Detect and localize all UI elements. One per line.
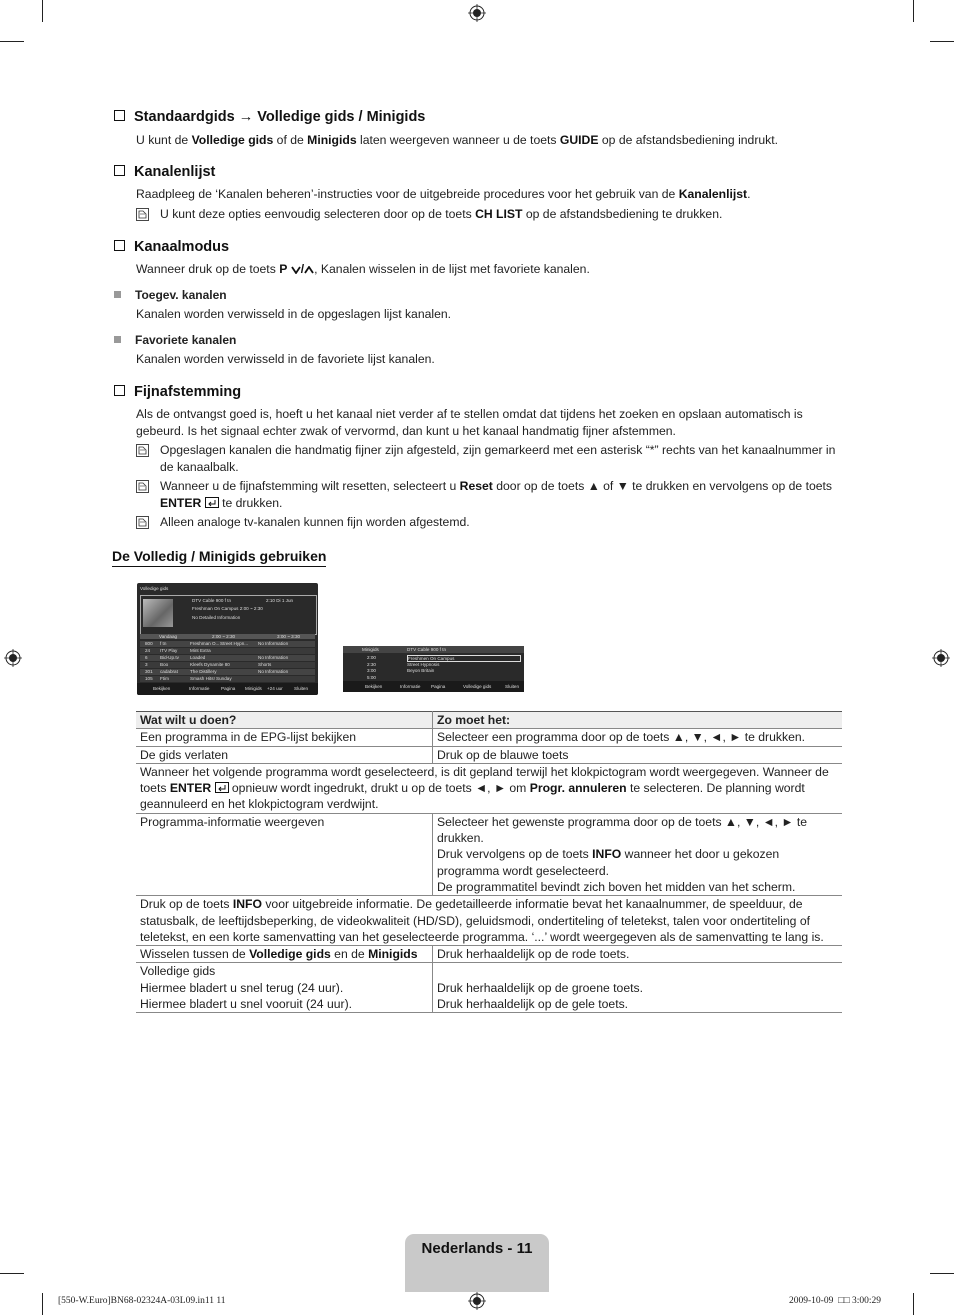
note-icon	[136, 444, 149, 457]
checkbox-bullet-icon	[114, 110, 125, 121]
heading-kanaalmodus: Kanaalmodus	[114, 239, 229, 255]
full-guide-title: Volledige gids	[140, 586, 169, 591]
note-icon	[136, 480, 149, 493]
table-row: Een programma in de EPG-lijst bekijken Selecteer een programma door op de toets ▲, ▼, ◄, ► te drukken.	[136, 729, 842, 746]
registration-mark-icon	[932, 649, 950, 667]
full-guide-cell: 800	[145, 641, 153, 646]
paragraph-kanalenlijst: Raadpleeg de ‘Kanalen beheren’-instructies voor de uitgebreide procedures voor het gebruik van de Kanalenlijst.	[136, 187, 751, 201]
note-fijnafstemming-3: Alleen analoge tv-kanalen kunnen fijn worden afgestemd.	[136, 514, 836, 531]
crop-mark	[913, 0, 914, 22]
note-kanalenlijst: U kunt deze opties eenvoudig selecteren door op de toets CH LIST op de afstandsbediening te drukken.	[136, 206, 836, 223]
mini-guide-program[interactable]: Freshmen On Campus	[407, 655, 521, 662]
crop-mark	[0, 1273, 24, 1274]
full-guide-cell: No Information	[258, 669, 289, 674]
table-row: De gids verlaten Druk op de blauwe toets	[136, 746, 842, 763]
heading-kanalenlijst: Kanalenlijst	[114, 164, 215, 180]
mini-guide-title: Minigids	[362, 647, 379, 652]
full-guide-footer-item[interactable]: Pagina	[221, 686, 236, 691]
full-guide-cell: Mint Extra	[190, 648, 211, 653]
mini-guide-time: 2:00	[367, 655, 376, 660]
paragraph-toegev-kanalen: Kanalen worden verwisseld in de opgeslagen lijst kanalen.	[136, 307, 452, 321]
full-guide-footer-item[interactable]: Minigids	[245, 686, 262, 691]
full-guide-cell: cadabrat	[160, 669, 178, 674]
full-guide-footer-item[interactable]: +24 uur	[267, 686, 283, 691]
full-guide-cell: Bid-Up.tv	[160, 655, 179, 660]
full-guide-footer-item[interactable]: Sluiten	[294, 686, 309, 691]
heading-fijnafstemming: Fijnafstemming	[114, 384, 241, 400]
crop-mark	[930, 1273, 954, 1274]
crop-mark	[0, 41, 24, 42]
table-row: Druk op de toets INFO voor uitgebreide informatie. De gedetailleerde informatie bevat het kanaalnummer, de speelduur, de statusbalk, de leeftijdsbeperking, de videokwaliteit (HD/SD), geluidsmodi, ondertiteling of teletekst, talen voor ondertiteling of teletekst, en een korte samenvatting van het geselecteerde programma. ‘...’ wordt weergegeven als de samenvatting te lang is.	[136, 896, 842, 946]
full-guide-channel: DTV Cable 900 f tn	[192, 598, 232, 603]
full-guide-cell: Ftim	[160, 676, 169, 681]
checkbox-bullet-icon	[114, 385, 125, 396]
mini-guide-footer-item[interactable]: Sluiten	[505, 684, 520, 689]
square-bullet-icon	[114, 336, 121, 343]
registration-mark-icon	[468, 1292, 486, 1310]
note-fijnafstemming-1: Opgeslagen kanalen die handmatig fijner zijn afgesteld, zijn gemarkeerd met een asterisk “*” rechts van het kanaalnummer in de kanaalbalk.	[136, 442, 836, 475]
mini-guide-footer-item[interactable]: Informatie	[400, 684, 421, 689]
full-guide-cell: 24	[145, 648, 151, 653]
print-file-info: [550-W.Euro]BN68-02324A-03L09.in11 11	[58, 1296, 226, 1306]
full-guide-cell: Street Hypn...	[220, 641, 249, 646]
full-guide-cell: 301	[145, 669, 153, 674]
page-number-label: Nederlands - 11	[421, 1240, 533, 1257]
mini-guide-footer-item[interactable]: Pagina	[431, 684, 446, 689]
full-guide-cell: No Information	[258, 641, 289, 646]
table-row: Volledige gids Hiermee bladert u snel terug (24 uur). Hiermee bladert u snel vooruit (24 uur). Druk herhaaldelijk op de groene toets. Druk herhaaldelijk op de gele toets.	[136, 963, 842, 1013]
full-guide-program: Freshman On Campus 2:00 ~ 2:30	[192, 606, 263, 611]
chevron-down-icon	[291, 266, 301, 274]
crop-mark	[930, 41, 954, 42]
subheading-toegev-kanalen: Toegev. kanalen	[114, 288, 227, 302]
mini-guide-time: 5:00	[367, 674, 376, 680]
mini-guide-time: 2:30	[367, 661, 376, 667]
subheading-favoriete-kanalen: Favoriete kanalen	[114, 333, 236, 347]
paragraph-kanaalmodus: Wanneer druk op de toets P / , Kanalen wisselen in de lijst met favoriete kanalen.	[136, 262, 590, 276]
full-guide-info: No Detailed Information	[192, 615, 241, 620]
table-row: Wisselen tussen de Volledige gids en de Minigids Druk herhaaldelijk op de rode toets.	[136, 946, 842, 963]
square-bullet-icon	[114, 291, 121, 298]
mini-guide-channel: DTV Cable 900 f tn	[407, 647, 447, 652]
mini-guide-time: 3:00	[367, 668, 376, 673]
table-header-row	[136, 712, 842, 729]
enter-key-icon	[205, 497, 219, 508]
crop-mark	[42, 0, 43, 22]
table-header-cell: Wat wilt u doen?	[136, 712, 433, 729]
checkbox-bullet-icon	[114, 240, 125, 251]
crop-mark	[913, 1293, 914, 1315]
guide-actions-table	[136, 711, 842, 1013]
full-guide-cell: 105	[145, 676, 153, 681]
table-row: Wanneer het volgende programma wordt geselecteerd, is dit gepland terwijl het klokpictogram wordt weergegeven. Wanneer de toets ENTER opnieuw wordt ingedrukt, drukt u op de toets ◄, ► om Progr. annuleren te selecteren. De planning wordt geannuleerd en het klokpictogram verdwijnt.	[136, 763, 842, 813]
full-guide-cell: Shorts	[258, 662, 272, 667]
table-header-cell: Zo moet het:	[433, 712, 843, 729]
full-guide-cell: ITV Play	[160, 648, 178, 653]
note-fijnafstemming-2: Wanneer u de fijnafstemming wilt resetten, selecteert u Reset door op de toets ▲ of ▼ te drukken en vervolgens op de toets ENTER te drukken.	[136, 478, 836, 511]
mini-guide-footer-item[interactable]: Volledige gids	[463, 684, 492, 689]
heading-standaardgids: Standaardgids → Volledige gids / Minigids	[114, 109, 425, 125]
mini-guide-footer-item[interactable]: Bekijken	[365, 684, 383, 689]
paragraph-fijnafstemming: Als de ontvangst goed is, hoeft u het kanaal niet verder af te stellen omdat dat tijdens het zoeken en opslaan automatisch is gebeurd. Is het signaal echter zwak of vervormd, dan kunt u het kanaal handmatig fijner afstemmen.	[136, 407, 803, 438]
mini-guide-screenshot	[343, 646, 524, 692]
table-row: Programma-informatie weergeven Selecteer het gewenste programma door op de toets ▲, ▼, ◄, ► te drukken. Druk vervolgens op de toets INFO wanneer het door u gekozen programma wordt geselecteerd. De programmatitel bevindt zich boven het midden van het scherm.	[136, 813, 842, 895]
paragraph-favoriete-kanalen: Kanalen worden verwisseld in de favoriete lijst kanalen.	[136, 352, 435, 366]
full-guide-cell: Boo	[160, 662, 169, 667]
crop-mark	[42, 1293, 43, 1315]
section-title: De Volledig / Minigids gebruiken	[112, 548, 326, 567]
full-guide-cell: Smash Hits! Sunday	[190, 676, 232, 681]
full-guide-footer-item[interactable]: Bekijken	[153, 686, 171, 691]
full-guide-screenshot: Volledige gids DTV Cable 900 f tn 2:10 Di 1 Jun Freshman On Campus 2:00 ~ 2:30 No Detailed Information Vandaag 2:00 ~ 2:30 3:00 ~ 3:30 800 f tn Freshman O... Street Hypn... No Information 24 ITV Play Mint Extra 6 Bid-Up.tv Loaded No Information 3 Boo Kleefs Dynamite 80 Shorts 301 cadabrat The Distillery No Information 105 Ftim Smash Hits! Sunday Bekijken Informatie Pagina Minigids +24 uur Sluiten	[137, 583, 318, 695]
program-thumbnail	[143, 599, 173, 627]
note-icon	[136, 208, 149, 221]
full-guide-cell: No Information	[258, 655, 289, 660]
full-guide-cell: The Distillery	[190, 669, 217, 674]
full-guide-cell: Loaded	[190, 655, 206, 660]
full-guide-cell: Freshman O...	[190, 641, 220, 646]
enter-key-icon	[215, 782, 229, 793]
registration-mark-icon	[4, 649, 22, 667]
print-date: 2009-10-09 □□ 3:00:29	[789, 1296, 881, 1306]
paragraph-standaardgids: U kunt de Volledige gids of de Minigids laten weergeven wanneer u de toets GUIDE op de afstandsbediening indrukt.	[136, 133, 779, 147]
mini-guide-program[interactable]: Beyon Britain	[407, 668, 435, 673]
full-guide-cell: f tn	[160, 641, 167, 646]
mini-guide-program[interactable]: Street Hypnosis	[407, 661, 440, 667]
full-guide-cell: 3	[145, 662, 148, 667]
full-guide-footer-item[interactable]: Informatie	[189, 686, 210, 691]
full-guide-cell: 6	[145, 655, 148, 660]
registration-mark-icon	[468, 4, 486, 22]
full-guide-cell: Kleefs Dynamite 80	[190, 662, 230, 667]
chevron-up-icon	[304, 266, 314, 274]
full-guide-time: 2:10 Di 1 Jun	[266, 598, 294, 603]
checkbox-bullet-icon	[114, 165, 125, 176]
note-icon	[136, 516, 149, 529]
